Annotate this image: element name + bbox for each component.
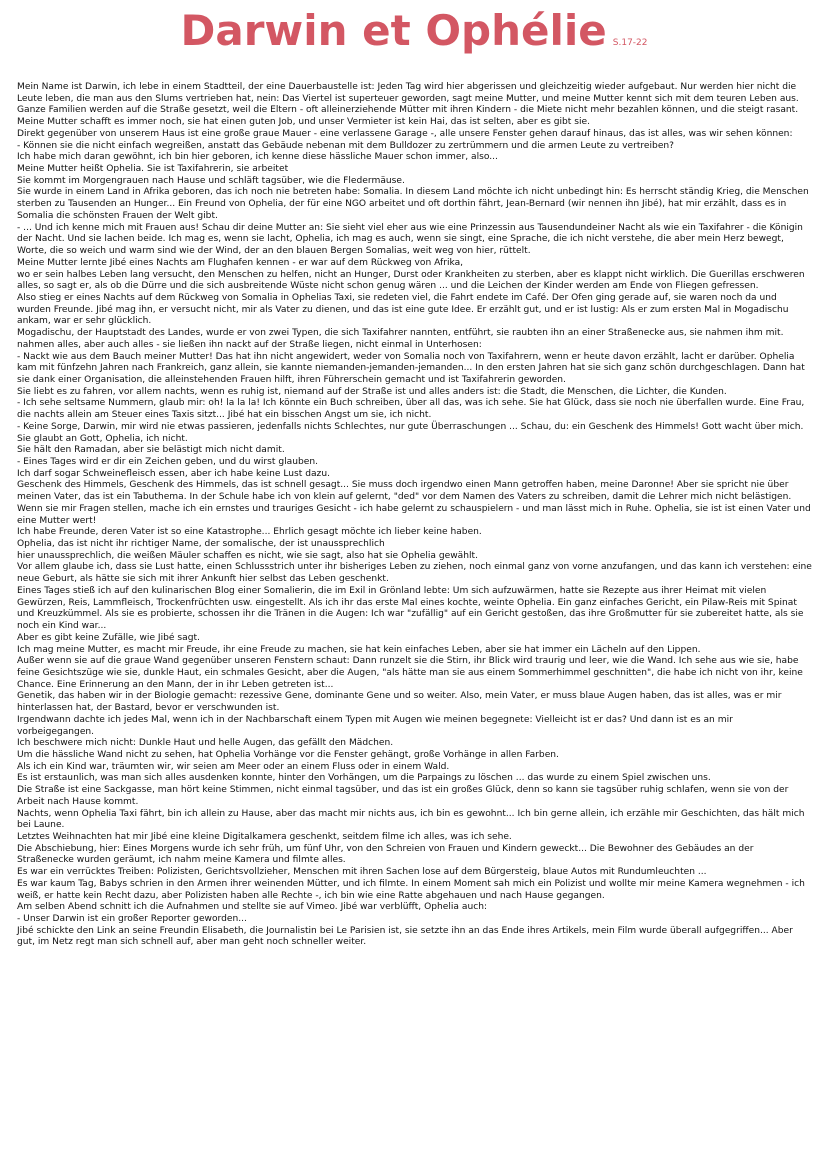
paragraph: Die Straße ist eine Sackgasse, man hört keine Stimmen, nicht einmal tagsüber, und das ist ein großes Glück, denn so kann sie tagsüber ruhig schlafen, wenn sie von der Arbeit nach Hause kommt. (17, 785, 789, 807)
paragraph: Meine Mutter lernte Jibé eines Nachts am Flughafen kennen - er war auf dem Rückweg von Afrika, (17, 257, 464, 268)
paragraph: - ... Und ich kenne mich mit Frauen aus! Schau dir deine Mutter an: Sie sieht viel eher aus wie eine Prinzessin aus Tausendundeiner Nacht als wie ein Taxifahrer - die Königin der Nacht. Und sie lachen beide. Ich mag es, wenn sie lacht, Ophelia, ich mag es auch, wenn sie singt, eine Sprache, die ich nicht verstehe, die aber mein Herz bewegt, Worte, die so weich und warm sind wie der Wind, der an den blauen Bergen Somalias, weit weg von hier, rüttelt. (17, 222, 803, 257)
paragraph: Vor allem glaube ich, dass sie Lust hatte, einen Schlussstrich unter ihr bisheriges Leben zu ziehen, noch einmal ganz von vorne anzufangen, und das kann ich verstehen: eine neue Geburt, als hätte sie sich mit ihrer Ankunft hier selbst das Leben geschenkt. (17, 562, 812, 585)
paragraph: Also stieg er eines Nachts auf dem Rückweg von Somalia in Ophelias Taxi, sie redeten viel, die Fahrt endete im Café. Der Ofen ging gerade auf, sie waren noch da und wurden Freunde. Jibé mag ihn, er versucht nicht, mir als Vater zu dienen, und das ist eine gute Idee. Er erzählt gut, und er ist lustig: Als er zum ersten Mal in Mogadischu ankam, war er sehr glücklich. (17, 292, 789, 327)
page-range-label: S.17-22 (612, 38, 648, 48)
paragraph: Als ich ein Kind war, träumten wir, wir seien am Meer oder an einem Fluss oder in einem Wald. (17, 761, 450, 772)
paragraph: Ich darf sogar Schweinefleisch essen, aber ich habe keine Lust dazu. (17, 468, 330, 479)
paragraph: Letztes Weihnachten hat mir Jibé eine kleine Digitalkamera geschenkt, seitdem filme ich alles, was ich sehe. (17, 832, 512, 842)
paragraph: Ganze Familien werden auf die Straße gesetzt, weil die Eltern - oft alleinerziehende Mütter mit ihren Kindern - die Miete nicht mehr bezahlen können, und die steigt rasant. (17, 105, 799, 116)
story-text (17, 82, 812, 949)
paragraph: - Keine Sorge, Darwin, mir wird nie etwas passieren, jedenfalls nichts Schlechtes, nur gute Überraschungen ... Schau, du: ein Geschenk des Himmels! Gott wacht über mich. (17, 421, 804, 432)
paragraph: Sie hält den Ramadan, aber sie belästigt mich nicht damit. (17, 445, 285, 456)
paragraph: - Eines Tages wird er dir ein Zeichen geben, und du wirst glauben. (17, 457, 318, 467)
paragraph: Außer wenn sie auf die graue Wand gegenüber unseren Fenstern schaut: Dann runzelt sie die Stirn, ihr Blick wird traurig und leer, wie die Wand. Ich sehe aus wie sie, habe feine Gesichtszüge wie sie, dunkle Haut, ein schmales Gesicht, aber die Augen, "als hätte man sie aus einem Sommerhimmel geschnitten", die habe ich nicht von ihr, keine Chance. Eine Erinnerung an den Mann, der in ihr Leben getreten ist... (17, 656, 803, 690)
paragraph: Es war ein verrücktes Treiben: Polizisten, Gerichtsvollzieher, Menschen mit ihren Sachen lose auf dem Bürgersteig, blaue Autos mit Rundumleuchten ... (17, 867, 707, 878)
paragraph: Geschenk des Himmels, Geschenk des Himmels, das ist schnell gesagt... Sie muss doch irgendwo einen Mann getroffen haben, meine Daronne! Aber sie spricht nie über meinen Vater, das ist ein Tabuthema. In der Schule habe ich von klein auf gelernt, "ded" vor dem Namen des Vaters zu schreiben, damit die Lehrer mich nicht belästigen. (17, 480, 792, 503)
paragraph: Ich beschwere mich nicht: Dunkle Haut und helle Augen, das gefällt den Mädchen. (17, 738, 394, 749)
paragraph: Ophelia, das ist nicht ihr richtiger Name, der somalische, der ist unaussprechlich (17, 539, 385, 550)
paragraph: Sie kommt im Morgengrauen nach Hause und schläft tagsüber, wie die Fledermäuse. (17, 175, 405, 186)
paragraph: hier unaussprechlich, die weißen Mäuler schaffen es nicht, wie sie sagt, also hat sie Ophelia gewählt. (17, 550, 478, 561)
paragraph: Es ist erstaunlich, was man sich alles ausdenken konnte, hinter den Vorhängen, um die Parpaings zu löschen ... das wurde zu einem Spiel zwischen uns. (17, 773, 711, 784)
paragraph: Ich habe mich daran gewöhnt, ich bin hier geboren, ich kenne diese hässliche Mauer schon immer, also... (17, 152, 498, 163)
paragraph: Jibé schickte den Link an seine Freundin Elisabeth, die Journalistin bei Le Parisien ist, sie setzte ihn an das Ende ihres Artikels, mein Film wurde überall aufgegriffen... Aber gut, im Netz regt man sich schnell auf, aber man geht noch schneller weiter. (17, 925, 793, 948)
paragraph: Irgendwann dachte ich jedes Mal, wenn ich in der Nachbarschaft einem Typen mit Augen wie meinen begegnete: Vielleicht ist er das? Und dann ist es an mir vorbeigegangen. (17, 714, 733, 737)
paragraph: Mogadischu, der Hauptstadt des Landes, wurde er von zwei Typen, die sich Taxifahrer nannten, entführt, sie raubten ihn an einer Straßenecke aus, sie nahmen ihm mit. nahmen alles, aber auch alles - sie ließen ihn nackt auf der Straße liegen, nicht einmal in Unterhosen: (17, 328, 784, 350)
paragraph: Die Abschiebung, hier: Eines Morgens wurde ich sehr früh, um fünf Uhr, von den Schreien von Frauen und Kindern geweckt... Die Bewohner des Gebäudes an der Straßenecke wurden geräumt, ich nahm meine Kamera und filmte alles. (17, 843, 754, 866)
paragraph: Um die hässliche Wand nicht zu sehen, hat Ophelia Vorhänge vor die Fenster gehängt, große Vorhänge in allen Farben. (17, 749, 559, 760)
paragraph: Sie glaubt an Gott, Ophelia, ich nicht. (17, 433, 188, 444)
paragraph: Meine Mutter heißt Ophelia. Sie ist Taxifahrerin, sie arbeitet (17, 164, 289, 175)
paragraph: Mein Name ist Darwin, ich lebe in einem Stadtteil, der eine Dauerbaustelle ist: Jeden Tag wird hier abgerissen und gleichzeitig wieder aufgebaut. Nur werden hier nicht die Leute leben, die man aus den Slums vertrieben hat, nein: Das Viertel ist superteuer geworden, sagt meine Mutter, und meine Mutter kennt sich mit dem teuren Leben aus. (17, 82, 799, 104)
paragraph: - Unser Darwin ist ein großer Reporter geworden... (17, 914, 247, 925)
title-block (0, 6, 828, 56)
page-title: Darwin et Ophélie (180, 6, 607, 55)
paragraph: Aber es gibt keine Zufälle, wie Jibé sagt. (17, 632, 200, 643)
paragraph: - Können sie die nicht einfach wegreißen, anstatt das Gebäude nebenan mit dem Bulldozer zu zertrümmern und die armen Leute zu vertreiben? (17, 140, 675, 151)
paragraph: Genetik, das haben wir in der Biologie gemacht: rezessive Gene, dominante Gene und so weiter. Also, mein Vater, er muss blaue Augen haben, das ist alles, was er mir hinterlassen hat, der Bastard, bevor er verschwunden ist. (17, 691, 782, 714)
paragraph: Eines Tages stieß ich auf den kulinarischen Blog einer Somalierin, die im Exil in Grönland lebte: Um sich aufzuwärmen, hatte sie Rezepte aus ihrer Heimat mit vielen Gewürzen, Reis, Lammfleisch, Trockenfrüchten usw. eingestellt. Als ich ihr das erste Mal eines kochte, weinte Ophelia. Ein ganz einfaches Gericht, ein Pilaw-Reis mit Spinat und Kreuzkümmel. Als sie es probierte, schossen ihr die Tränen in die Augen: Ich war "zufällig" auf ein Gericht gestoßen, das ihre Großmutter für sie zubereitet hatte, als sie noch ein Kind war... (17, 585, 804, 632)
paragraph: Sie liebt es zu fahren, vor allem nachts, wenn es ruhig ist, niemand auf der Straße ist und alles anders ist: die Stadt, die Menschen, die Lichter, die Kunden. (17, 386, 727, 397)
paragraph: Ich habe Freunde, deren Vater ist so eine Katastrophe... Ehrlich gesagt möchte ich lieber keine haben. (17, 527, 482, 538)
paragraph: wo er sein halbes Leben lang versucht, den Menschen zu helfen, nicht an Hunger, Durst oder Krankheiten zu sterben, aber es klappt nicht wirklich. Die Guerillas erschweren alles, so sagt er, als ob die Dürre und die sich ausbreitende Wüste nicht schon genug wären ... und die Leichen der Kinder werden am Ende von Fliegen gefressen. (17, 269, 805, 292)
paragraph: Meine Mutter schafft es immer noch, sie hat einen guten Job, und unser Vermieter ist kein Hai, das ist selten, aber es gibt sie. (17, 117, 590, 128)
paragraph: Direkt gegenüber von unserem Haus ist eine große graue Mauer - eine verlassene Garage -, alle unsere Fenster gehen darauf hinaus, das ist alles, was wir sehen können: (17, 128, 793, 139)
paragraph: Sie wurde in einem Land in Afrika geboren, das ich noch nie betreten habe: Somalia. In diesem Land möchte ich nicht unbedingt hin: Es herrscht ständig Krieg, die Menschen sterben zu Tausenden an Hunger... Ein Freund von Ophelia, der für eine NGO arbeitet und oft dorthin fährt, Jean-Bernard (wir nennen ihn Jibé), hat mir erzählt, dass es in Somalia die schönsten Frauen der Welt gibt. (17, 187, 809, 221)
paragraph: Wenn sie mir Fragen stellen, mache ich ein ernstes und trauriges Gesicht - ich habe gelernt zu schauspielern - und man lässt mich in Ruhe. Ophelia, sie ist ist einen Vater und eine Mutter wert! (17, 503, 811, 526)
paragraph: Ich mag meine Mutter, es macht mir Freude, ihr eine Freude zu machen, sie hat kein einfaches Leben, aber sie hat immer ein Lächeln auf den Lippen. (17, 644, 701, 655)
paragraph: - Ich sehe seltsame Nummern, glaub mir: oh! la la la! Ich könnte ein Buch schreiben, über all das, was ich sehe. Sie hat Glück, dass sie noch nie überfallen wurde. Eine Frau, die nachts allein am Steuer eines Taxis sitzt... Jibé hat ein bisschen Angst um sie, ich nicht. (17, 398, 805, 421)
paragraph: Nachts, wenn Ophelia Taxi fährt, bin ich allein zu Hause, aber das macht mir nichts aus, ich bin es gewohnt... Ich bin gerne allein, ich erzähle mir Geschichten, das hält mich bei Laune. (17, 808, 805, 831)
paragraph: Es war kaum Tag, Babys schrien in den Armen ihrer weinenden Mütter, und ich filmte. In einem Moment sah mich ein Polizist und wollte mir meine Kamera wegnehmen - ich weiß, er hatte kein Recht dazu, aber Polizisten haben alle Rechte -, ich bin wie eine Ratte abgehauen und nach Hause gegangen. (17, 878, 805, 901)
paragraph: Am selben Abend schnitt ich die Aufnahmen und stellte sie auf Vimeo. Jibé war verblüfft, Ophelia auch: (17, 902, 488, 913)
paragraph: - Nackt wie aus dem Bauch meiner Mutter! Das hat ihn nicht angewidert, weder von Somalia noch von Taxifahrern, wenn er heute davon erzählt, lacht er darüber. Ophelia kam mit fünfzehn Jahren nach Frankreich, ganz allein, sie kannte niemanden-jemanden-jemanden... In den ersten Jahren hat sie sich ganz schön durchgeschlagen. Dann hat sie dank einer Organisation, die alleinstehenden Frauen hilft, ihren Führerschein gemacht und ist Taxifahrerin geworden. (17, 351, 805, 385)
